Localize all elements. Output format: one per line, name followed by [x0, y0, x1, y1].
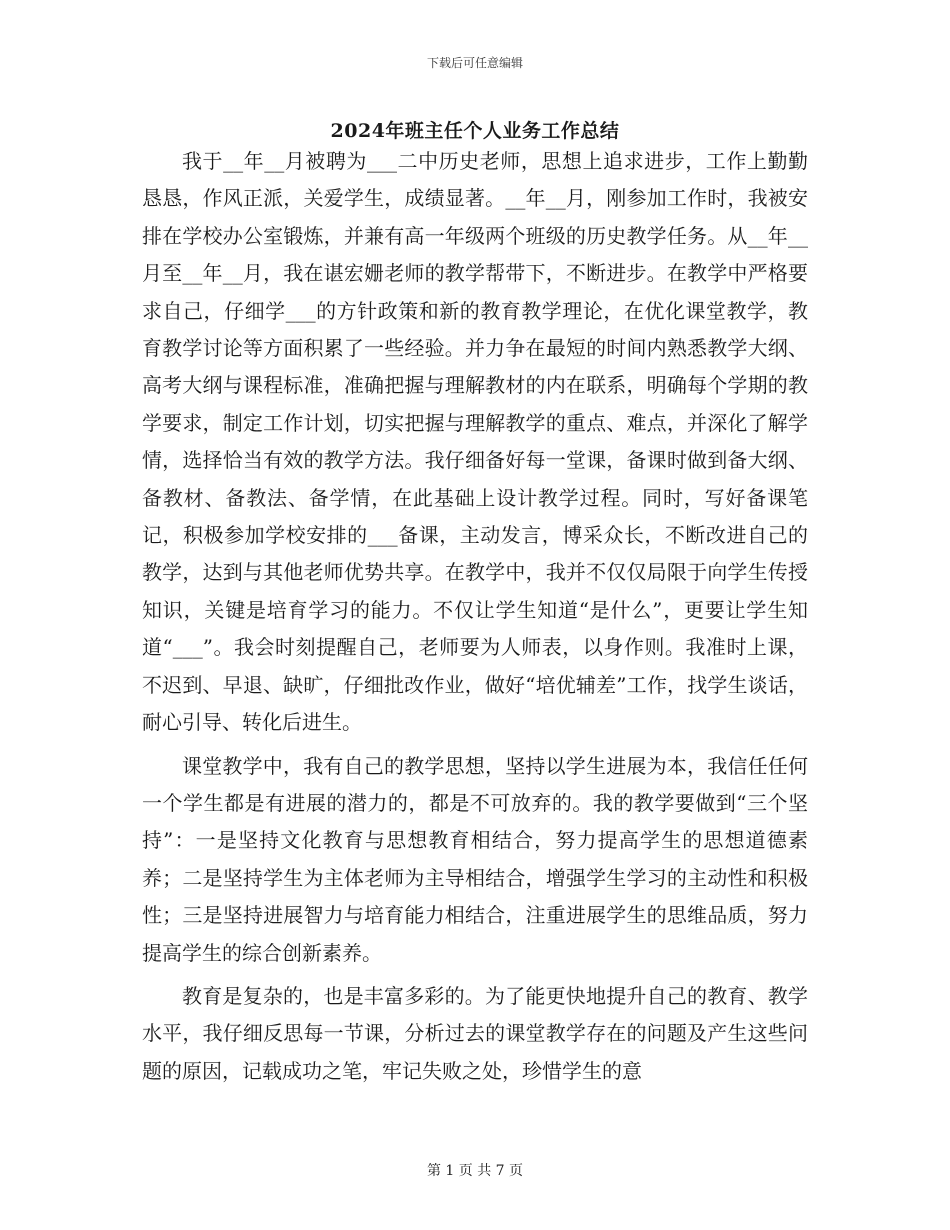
document-body [142, 143, 808, 1090]
paragraph-2: 课堂教学中，我有自己的教学思想，坚持以学生进展为本，我信任任何一个学生都是有进展的潜力的，都是不可放弃的。我的教学要做到“三个坚持”：一是坚持文化教育与思想教育相结合，努力提高学生的思想道德素养；二是坚持学生为主体老师为主导相结合，增强学生学习的主动性和积极性；三是坚持进展智力与培育能力相结合，注重进展学生的思维品质，努力提高学生的综合创新素养。 [142, 753, 808, 965]
paragraph-3: 教育是复杂的，也是丰富多彩的。为了能更快地提升自己的教育、教学水平，我仔细反思每一节课，分析过去的课堂教学存在的问题及产生这些问题的原因，记载成功之笔，牢记失败之处，珍惜学生的意 [142, 983, 808, 1083]
page-number-footer: 第 1 页 共 7 页 [426, 1163, 524, 1179]
document-title: 2024年班主任个人业务工作总结 [330, 120, 620, 142]
page-header-note: 下载后可任意编辑 [426, 56, 523, 70]
paragraph-1: 我于__年__月被聘为___二中历史老师，思想上追求进步，工作上勤勤恳恳，作风正派，关爱学生，成绩显著。__年__月，刚参加工作时，我被安排在学校办公室锻炼，并兼有高一年级两个班级的历史教学任务。从__年__月至__年__月，我在谌宏姗老师的教学帮带下，不断进步。在教学中严格要求自己，仔细学___的方针政策和新的教育教学理论，在优化课堂教学，教育教学讨论等方面积累了一些经验。并力争在最短的时间内熟悉教学大纲、高考大纲与课程标准，准确把握与理解教材的内在联系，明确每个学期的教学要求，制定工作计划，切实把握与理解教学的重点、难点，并深化了解学情，选择恰当有效的教学方法。我仔细备好每一堂课，备课时做到备大纲、备教材、备教法、备学情，在此基础上设计教学过程。同时，写好备课笔记，积极参加学校安排的___备课，主动发言，博采众长，不断改进自己的教学，达到与其他老师优势共享。在教学中，我并不仅仅局限于向学生传授知识，关键是培育学习的能力。不仅让学生知道“是什么”，更要让学生知道“___”。我会时刻提醒自己，老师要为人师表，以身作则。我准时上课，不迟到、早退、缺旷，仔细批改作业，做好“培优辅差”工作，找学生谈话，耐心引导、转化后进生。 [142, 149, 808, 735]
